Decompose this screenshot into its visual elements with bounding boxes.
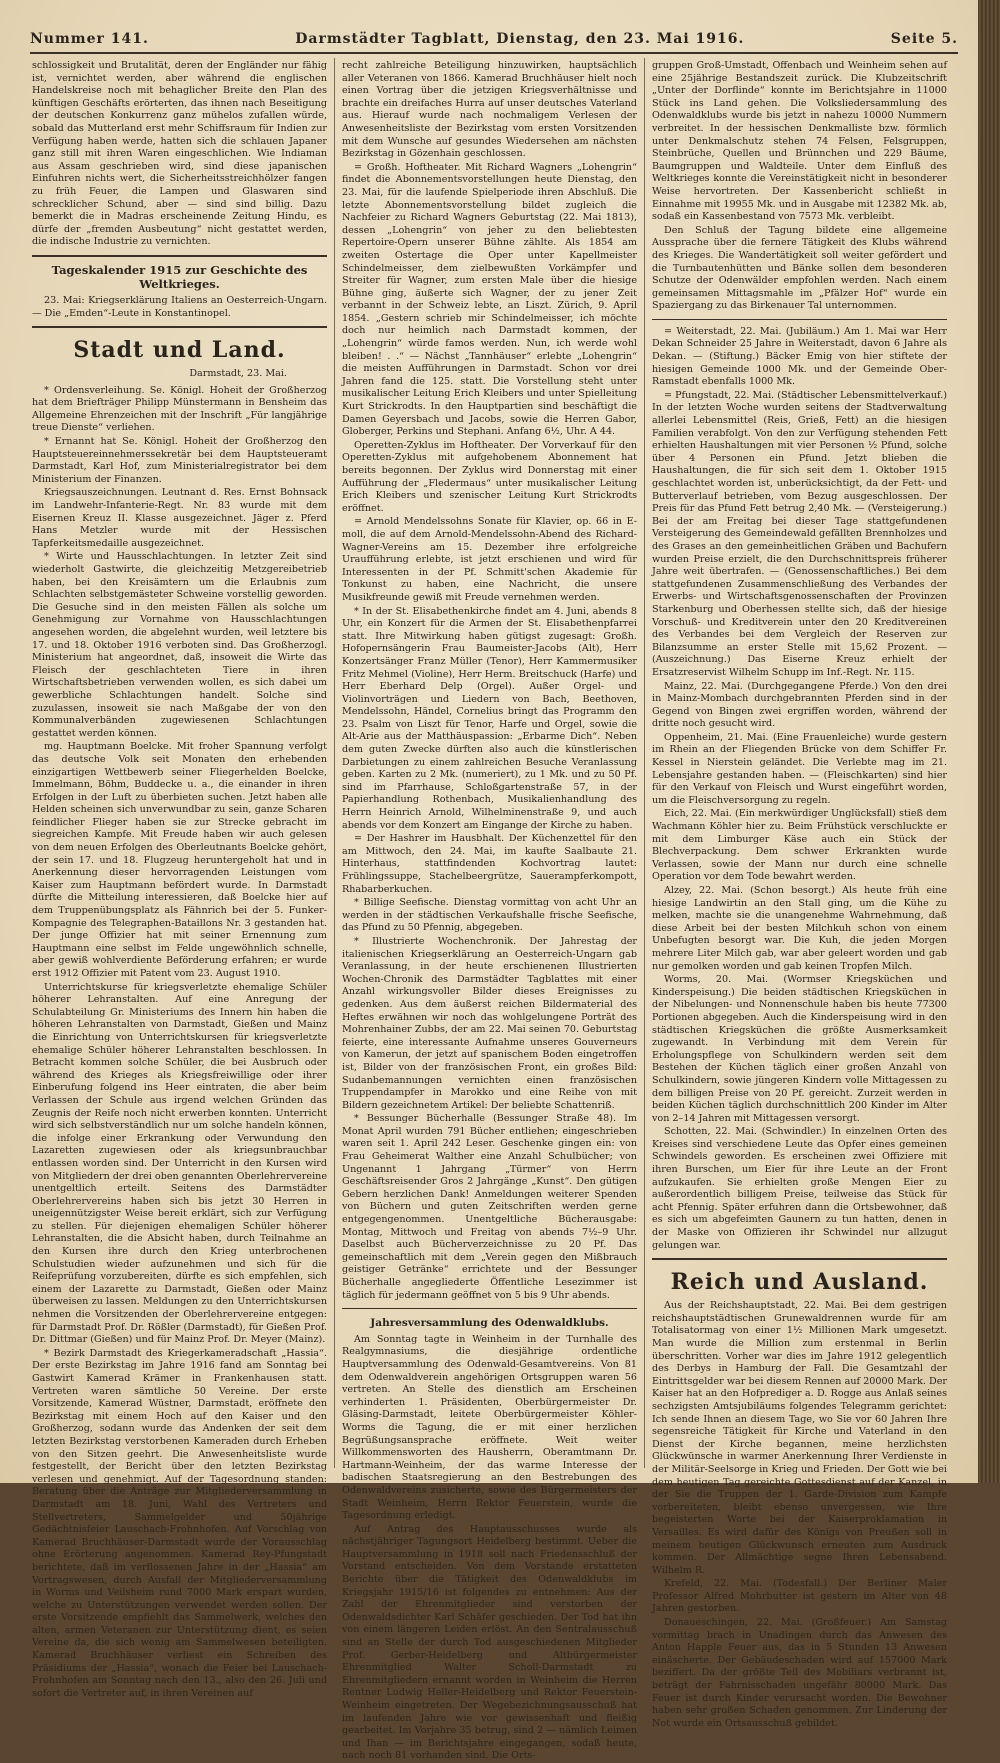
- book-binding-edge: [978, 0, 1000, 1483]
- article-paragraph: schlossigkeit und Brutalität, deren der Engländer nur fähig ist, vernichtet werden, aber während die englischen Handelskreise noch mit behaglicher Breite den Plan des künftigen Geschäfts erörterten, das ihnen nach Beseitigung der deutschen Konkurrenz ganz mühelos zufallen würde, sobald das Mutterland erst mehr Schiffsraum für Indien zur Verfügung haben werde, hatten sich die schlauen Japaner ganz still mit ihren Waren eingeschlichen. Wie Indiaman aus Assam geschrieben wird, sind diese japanischen Einfuhren nichts wert, die Sicherheitsstreichhölzer fangen zu früh Feuer, die Lampen und Glaswaren sind schrecklicher Schund, aber — sind sind billig. Dazu bemerkt die in Madras erscheinende Zeitung Hindu, es dürfe der „fremden Ausbeutung“ nicht gestattet werden, die indische Industrie zu vernichten.: [32, 60, 327, 248]
- column-divider: [334, 58, 335, 1468]
- article-paragraph: Schotten, 22. Mai. (Schwindler.) In einzelnen Orten des Kreises sind verschiedene Leute das Opfer eines gemeinen Schwindels geworden. Es erscheinen zwei Offiziere mit ihren Burschen, um Eier für ihre Leute an der Front aufzukaufen. Sie erhielten große Mengen Eier zu außerordentlich billigem Preise, teilweise das Stück für acht Pfennig. Später erfuhren dann die Ortsbewohner, daß es sich um abgefeimten Gaunern zu tun hatten, denen in der Maske von Offizieren ihr Schwindel nur allzugut gelungen war.: [652, 1126, 947, 1251]
- article-paragraph: Eich, 22. Mai. (Ein merkwürdiger Unglücksfall) stieß dem Wachmann Köhler hier zu. Beim Frühstück verschluckte er mit dem Limburger Käse auch ein Stück der Blechverpackung. Dem schwer Erkrankten wurde Verlassen, sowie der Mann nur durch eine schnelle Operation vor dem Tode bewahrt werden.: [652, 808, 947, 883]
- column-3: [652, 60, 947, 1729]
- page-number: Seite 5.: [890, 31, 958, 47]
- section-rule: [32, 255, 327, 257]
- article-paragraph: = Weiterstadt, 22. Mai. (Jubiläum.) Am 1. Mai war Herr Dekan Schneider 25 Jahre in Weiterstadt, davon 6 Jahre als Dekan. — (Stiftung.) Bäcker Emig von hier stiftete der hiesigen Gemeinde 1000 Mk. und der Gemeinde Ober-Ramstadt ebenfalls 1000 Mk.: [652, 325, 947, 388]
- article-paragraph: = Großh. Hoftheater. Mit Richard Wagners „Lohengrin“ findet die Abonnementsvorstellungen heute Dienstag, den 23. Mai, für die laufende Spielperiode ihren Abschluß. Die letzte Abonnementsvorstellung bildet zugleich die Nachfeier zu Richard Wagners Geburtstag (22. Mai 1813), dessen „Lohengrin“ von jeher zu den beliebtesten Repertoire-Opern unserer Bühne zählte. Als 1854 am zweiten Ostertage die Oper unter Kapellmeister Schindelmeisser, dem zielbewußten Vorkämpfer und Streiter für Wagner, zum ersten Male über die hiesige Bühne ging, äußerte sich Wagner, der zu jener Zeit verbannt in der Schweiz lebte, an Liszt. Zürich, 9. April 1854. „Gestern schrieb mir Schindelmeisser, ich möchte doch nur heimlich nach Darmstadt kommen, der „Lohengrin“ würde famos werden. Nun, ich werde wohl bleiben! . .“ — Nächst „Tannhäuser“ erlebte „Lohengrin“ die meisten Aufführungen in Darmstadt. Schon vor drei Jahren fand die 125. statt. Die Vorstellung steht unter musikalischer Leitung Erich Kleibers und unter Spielleitung Kurt Strickrodts. In den Hauptpartien sind beschäftigt die Damen Geyersbach und Jacobs, sowie die Herren Gabor, Globerger, Perkins und Stephani. Anfang 6½, Uhr. A 44.: [342, 161, 637, 438]
- column-2: [342, 60, 637, 1762]
- article-paragraph: = Arnold Mendelssohns Sonate für Klavier, op. 66 in E-moll, die auf dem Arnold-Mendelssohn-Abend des Richard-Wagner-Vereins am 15. Dezember ihre erfolgreiche Uraufführung erlebte, ist jetzt erschienen und wird für Interessenten in der Pf. Schmitt'schen Akademie für Tonkunst zu haben, eine Nachricht, die unsere Musikfreunde gewiß mit Freude vernehmen werden.: [342, 516, 637, 603]
- article-paragraph: * Bezirk Darmstadt des Kriegerkameradschaft „Hassia“. Der erste Bezirkstag im Jahre 1916 fand am Sonntag bei Gastwirt Kamerad Krämer in Frankenhausen statt. Vertreten waren sämtliche 50 Vereine. Der erste Vorsitzende, Kamerad Wüstner, Darmstadt, eröffnete den Bezirkstag mit einem Hoch auf den Kaiser und den Großherzog, sodann wurde das Andenken der seit dem letzten Bezirkstag verstorbenen Kameraden durch Erheben von den Sitzen geehrt. Die Anwesenheitsliste wurde festgestellt, der Bericht über den letzten Bezirkstag verlesen und genehmigt. Auf der Tagesordnung standen: Beratung über die Anträge zur Mitgliederversammlung in Darmstadt am 18. Juni, Wahl des Vertreters und Stellvertreters, Sammelgelder und 50jährige Gedächtnisfeier Lauschach-Frohnhofen. Auf Vorschlag von Kamerad Bruchhäuser-Darmstadt wurde der Vorausschlag ohne Erörterung angenommen. Kamerad Rey-Pfungstadt berichtete, daß im verflossenen Jahre in der „Hassia“ am Vortragswesen, durch Ausfall der Mitgliederversammlung in Worms und Veilsheim rund 7000 Mark erspart wurden, welche zu Unterstützungen verwendet werden sollen. Der erste Vorsitzende empfiehlt das Sammelwerk, welches den alten, armen Veteranen zur Unterstützung dient, es seien Vereine da, die sich wenig am Sammelwesen beteiligten. Kamerad Bruchhäuser verliest ein Schreiben des Präsidiums der „Hassia“, wonach die Feier bei Lauschach-Frohnhofen am Sonntag nach den 13., also den 26. Juli und sofort die Vertreter auf, in ihren Vereinen auf: [32, 1347, 327, 1699]
- article-paragraph: Auf Antrag des Hauptausschusses wurde als nächstjähriger Tagungsort Heidelberg bestimmt. Ueber die Hauptversammlung in 1918 soll nach Friedensschluß der Vorstand entscheiden. Von dem Vorstande erstatteten Berichte über die Tätigkeit des Odenwaldklubs im Kriegsjahr 1915/16 ist folgendes zu entnehmen: Aus der Zahl der Ehrenmitglieder sind verstorben der Odenwaldsdichter Karl Schäfer geschieden. Der Tod hat ihn von einem längeren Leiden erlöst. An den Sentralausschuß sind an Stelle der durch Tod ausgeschiedenen Mitglieder Prof. Gerber-Heidelberg und Altbürgermeister Ehrenmitglied Walter Scholl-Darmstadt zu Ehrenmitgliedern ernannt worden in Weinheim die Herren Rentner Ludwig Heller-Heidelberg und Rektor Feuerstein-Weinheim eingetreten. Der Wegebezichnungsausschuß hat im laufenden Jahre wie vor gewissenhaft und fleißig gearbeitet. Im Vorjahre 35 betrug, sind 2 — nämlich Leimen und Ihan — im Berichtsjahre eingegangen, sodaß heute, nach noch 81 vorhanden sind. Die Orts-: [342, 1523, 637, 1762]
- column-1: [32, 60, 327, 1699]
- page-header: [30, 27, 958, 51]
- article-title: Jahresversammlung des Odenwaldklubs.: [370, 1317, 609, 1330]
- article-paragraph: Oppenheim, 21. Mai. (Eine Frauenleiche) wurde gestern im Rhein an der Fliegenden Brücke von dem Schiffer Fr. Kessel in Nierstein geländet. Die Verlebte mag im 21. Lebensjahre gestanden haben. — (Fleischkarten) sind hier für den Verkauf von Fleisch und Wurst eingeführt worden, um die Fleischversorgung zu regeln.: [652, 731, 947, 806]
- article-paragraph: * Wirte und Hausschlachtungen. In letzter Zeit sind wiederholt Gastwirte, die gleichzeitig Metzgereibetrieb haben, bei den Kreisämtern um die Erlaubnis zum Schlachten selbstgemästeter Schweine vorstellig geworden. Die Gesuche sind in den meisten Fällen als solche um Genehmigung zur Vornahme von Hausschlachtungen angesehen worden, die abgelehnt wurden, weil letztere bis 17. und 18. Oktober 1916 verboten sind. Das Großherzogl. Ministerium hat angeordnet, daß, insoweit die Wirte das Fleisch der geschlachteten Tiere in ihren Wirtschaftsbetrieben verwenden wollen, es sich dabei um gewerbliche Schlachtungen handelt. Solche sind zuzulassen, insoweit sie nach Maßgabe der von den Kommunalverbänden zugewiesenen Schlachtungen gestattet werden können.: [32, 551, 327, 739]
- article-paragraph: = Pfungstadt, 22. Mai. (Städtischer Lebensmittelverkauf.) In der letzten Woche wurden seitens der Stadtverwaltung allerlei Lebensmittel (Reis, Grieß, Fett) an die hiesigen Familien verabfolgt. Von den zur Verfügung stehenden Fett erhielten Haushaltungen mit vier Personen ½ Pfund, solche über 4 Personen ein Pfund. Jetzt blieben die Haushaltungen, die für sich seit dem 1. Oktober 1915 geschlachtet worden ist, unberücksichtigt, da der Fett- und Butterverlauf betrieben, vom Bezug ausgeschlossen. Der Preis für das Pfund Fett betrug 2,40 Mk. — (Versteigerung.) Bei der am Freitag bei dieser Tage stattgefundenen Versteigerung des Gemeindewald gefällten Brennholzes und des Grases an den gemeinheitlichen Gräben und Bachufern wurden Preise erzielt, die den Durchschnittspreis früherer Jahre weit übertrafen. — (Genossenschaftliches.) Bei dem stattgefundenen Zusammenschließung des Verbandes der Erwerbs- und Wirtschaftsgenossenschaften der Provinzen Starkenburg und Oberhessen stellte sich, daß der hiesige Vorschuß- und Kreditverein unter den 20 Kreditvereinen des Verbandes bei dem Vergleich der Reserven zur Bilanzsumme an erster Stelle mit 15,62 Prozent. — (Auszeichnung.) Das Eiserne Kreuz erhielt der Ersatzreservist Wilhelm Schupp im Inf.-Regt. Nr. 115.: [652, 389, 947, 678]
- article-paragraph: gruppen Groß-Umstadt, Offenbach und Weinheim sehen auf eine 25jährige Bestandszeit zurück. Die Klubzeitschrift „Unter der Dorflinde“ konnte im Berichtsjahre in 11000 Stück ins Land gehen. Die Volksliedersammlung des Odenwaldklubs wurde bis jetzt in nahezu 10000 Nummern verbreitet. In der hessischen Denkmalliste bzw. förmlich unter Denkmalschutz stehen 74 Felsen, Felsgruppen, Steinbrüche, Quellen und Brünnchen und 229 Bäume, Baumgruppen und Waldteile. Unter dem Einfluß des Weltkrieges konnte die Vereinstätigkeit nicht in besonderer Weise hervortreten. Der Kassenbericht schließt in Einnahme mit 19955 Mk. und in Ausgabe mit 12382 Mk. ab, sodaß ein Kassenbestand von 7573 Mk. verbleibt.: [652, 60, 947, 223]
- article-paragraph: * Illustrierte Wochenchronik. Der Jahrestag der italienischen Kriegserklärung an Oesterreich-Ungarn gab Veranlassung, in der heute erschienenen Illustrierten Wochen-Chronik des Darmstädter Tagblattes mit einer Anzahl wirkungsvoller Bilder dieses Ereignisses zu gedenken. Aus dem äußerst reichen Bildermaterial des Heftes erwähnen wir noch das wohlgelungene Porträt des Mohrenhainer Zubbs, der am 22. Mai seinen 70. Geburtstag feierte, eine interessante Aufnahme unseres Gouverneurs von Kamerun, der jetzt auf spanischem Boden eingetroffen ist, Bilder von der französischen Front, ein großes Bild: Sudanbemannungen vernichten einen französischen Truppendampfer in Marokko und eine Reihe von mit Bildern gezeichnetem Artikel: Der beliebte Schattenriß.: [342, 935, 637, 1111]
- article-paragraph: Am Sonntag tagte in Weinheim in der Turnhalle des Realgymnasiums, die diesjährige ordentliche Hauptversammlung des Odenwald-Gesamtvereins. Von 81 dem Odenwaldverein angehörigen Ortsgruppen waren 56 vertreten. An Stelle des dienstlich am Erscheinen verhinderten 1. Präsidenten, Oberbürgermeister Dr. Gläsing-Darmstadt, leitete Oberbürgermeister Köhler-Worms die Tagung, die er mit einer herzlichen Begrüßungsansprache eröffnete. Weit weiter Willkommensworten des Hausherrn, Oberamtmann Dr. Hartmann-Weinheim, der das warme Interesse der badischen Staatsregierung an den Bestrebungen des Odenwaldvereins zusicherte, sowie des Bürgermeisters der Stadt Weinheim, Herrn Rektor Feuerstein, wurde die Tagesordnung erledigt.: [342, 1333, 637, 1522]
- article-paragraph: Unterrichtskurse für kriegsverletzte ehemalige Schüler höherer Lehranstalten. Auf eine Anregung der Schulabteilung Gr. Ministeriums des Innern hin haben die höheren Lehranstalten von Darmstadt, Gießen und Mainz die Einrichtung von Unterrichtskursen für kriegsverletzte ehemalige Schüler höherer Lehranstalten beschlossen. In Betracht kommen solche Schüler, die bei Ausbruch oder während des Krieges als Kriegsfreiwillige oder ihrer Einberufung folgend ins Heer eintraten, die aber beim Verlassen der Schule aus irgend welchen Gründen das Zeugnis der Reife noch nicht erwerben konnten. Unterricht wird sich selbstverständlich nur um solche handeln können, die infolge einer Erkrankung oder Verwundung den Lazaretten zugewiesen oder als kriegsunbrauchbar entlassen worden sind. Der Unterricht in den Kursen wird von Mitgliedern der drei oben genannten Oberlehrervereine unentgeltlich erteilt. Seitens des Darmstädter Oberlehrervereins haben sich bis jetzt 30 Herren in uneigennützigster Weise bereit erklärt, sich zur Verfügung zu stellen. Für diejenigen ehemaligen Schüler höherer Lehranstalten, die die Absicht haben, durch Teilnahme an den Kursen ihre durch den Krieg unterbrochenen Schulstudien wieder aufzunehmen und sich für die Reifeprüfung vorzubereiten, dürfte es sich empfehlen, sich einem der Lazarette zu Darmstadt, Gießen oder Mainz überweisen zu lassen. Meldungen zu den Unterrichtskursen nehmen die Vorsitzenden der Oberlehrervereine entgegen: für Darmstadt Prof. Dr. Rößler (Darmstadt), für Gießen Prof. Dr. Dittmar (Gießen) und für Mainz Prof. Dr. Meyer (Mainz).: [32, 981, 327, 1346]
- section-rule: [652, 1258, 947, 1260]
- article-paragraph: * Ordensverleihung. Se. Königl. Hoheit der Großherzog hat dem Briefträger Philipp Münstermann in Bensheim das Allgemeine Ehrenzeichen mit der Inschrift „Für langjährige treue Dienste“ verliehen.: [32, 384, 327, 434]
- dateline: Darmstadt, 23. Mai.: [189, 368, 287, 380]
- article-paragraph: Donaueschingen, 22. Mai. (Großfeuer.) Am Samstag vormittag brach in Unadingen durch das Anwesen des Anton Happle Feuer aus, das in 5 Stunden 13 Anwesen einäscherte. Der Gebäudeschaden wird auf 157000 Mark beziffert. Da der größte Teil des Mobiliars verbrannt ist, beträgt der Fahrnisschaden ungefähr 80000 Mark. Das Feuer ist durch Kinder verursacht worden. Die Bewohner haben sehr großen Schaden genommen. Zur Linderung der Not wurde ein Ortsausschuß gebildet.: [652, 1617, 947, 1729]
- article-paragraph: Den Schluß der Tagung bildete eine allgemeine Aussprache über die fernere Tätigkeit des Klubs während des Krieges. Die Wandertätigkeit soll weiter gefördert und die Turnbautenhütten und Bänke sollen dem besonderen Schutze der Odenwälder empfohlen werden. Nach einem gemeinsamen Mittagsmahle im „Pfälzer Hof“ wurde ein Spaziergang zu das Birkenauer Tal unternommen.: [652, 224, 947, 312]
- article-paragraph: = Der Hashrer im Hausbhalt. Der Küchenzettel für den am Mittwoch, den 24. Mai, im kaufte Saalbaute 21. Hinterhaus, stattfindenden Kochvortrag lautet: Frühlingssuppe, Stachelbeergrütze, Sauerampferkompott, Rhabarberkuchen.: [342, 833, 637, 895]
- article-paragraph: Operetten-Zyklus im Hoftheater. Der Vorverkauf für den Operetten-Zyklus mit aufgehobenem Abonnement hat bereits begonnen. Der Zyklus wird Donnerstag mit einer Aufführung der „Fledermaus“ unter musikalischer Leitung Erich Kleibers und szenischer Leitung Kurt Strickrodts eröffnet.: [342, 439, 637, 514]
- article-paragraph: Aus der Reichshauptstadt, 22. Mai. Bei dem gestrigen reichshauptstädtischen Grunewaldrennen wurde für am Totalisatormag von einer 1½ Millionen Mark umgesetzt. Man wurde die Million zum erstenmal in Berlin überschritten. Vorher war dies im Jahre 1912 gelegentlich des Derbys in Hamburg der Fall. Die Gesamtzahl der Eintrittsgelder war bei diesem Rennen auf 20000 Mark. Der Kaiser hat an den Hofprediger a. D. Rogge aus Anlaß seines sechzigsten Amtsjubiläums folgendes Telegramm gerichtet: Ich sende Ihnen an diesem Tage, wo Sie vor 60 Jahren Ihre segensreiche Tätigkeit für Kirche und Vaterland in den Dienst der Kirche begannen, meine herzlichsten Glückwünsche in warmer Anerkennung Ihrer Verdienste in der Militär-Seelsorge in Krieg und Frieden. Der Gott wie bei dem heutigen Tag gereichte Gottesdienst auf der Kanzel, in der Sie die Truppen der 1. Garde-Division zum Kampfe vorbereiteten, bleibt ebenso unvergessen, wie Ihre begeisterten Worte bei der Kaiserproklamation in Versailles. Es wird dafür des Königs von Preußen soll in meinem heutigen Glückwunsch erneuten zum Ausdruck kommen. Der Allmächtige segne Ihren Lebensabend. Wilhelm R.: [652, 1300, 947, 1576]
- calendar-entry: 23. Mai: Kriegserklärung Italiens an Oesterreich-Ungarn. — Die „Emden“-Leute in Konstantinopel.: [32, 294, 327, 319]
- article-paragraph: * In der St. Elisabethenkirche findet am 4. Juni, abends 8 Uhr, ein Konzert für die Armen der St. Elisabethenpfarrei statt. Ihre Mitwirkung haben gütigst zugesagt: Großh. Hofopernsängerin Frau Baumeister-Jacobs (Alt), Herr Konzertsänger Franz Müller (Tenor), Herr Kammermusiker Fritz Mehmel (Violine), Herr Herm. Breitschuck (Harfe) und Herr Eberhard Delp (Orgel). Außer Orgel- und Violinvorträgen und Liedern von Bach, Beethoven, Mendelssohn, Händel, Cornelius bringt das Programm den 23. Psalm von Liszt für Tenor, Harfe und Orgel, sowie die Alt-Arie aus der Matthäuspassion: „Erbarme Dich“. Neben dem guten Zwecke dürften also auch die künstlerischen Darbietungen zu einem zahlreichen Besuche Veranlassung geben. Karten zu 2 Mk. (numeriert), zu 1 Mk. und zu 50 Pf. sind im Pfarrhause, Schloßgartenstraße 57, in der Papierhandlung Rothenbach, Musikalienhandlung des Herrn Heinrich Arnold, Wilhelminenstraße 9, und auch abends vor dem Konzert am Eingange der Kirche zu haben.: [342, 605, 637, 831]
- article-paragraph: Kriegsauszeichnungen. Leutnant d. Res. Ernst Bohnsack im Landwehr-Infanterie-Regt. Nr. 83 wurde mit dem Eisernen Kreuz II. Klasse ausgezeichnet. Jäger z. Pferd Hans Metzler wurde mit der Hessischen Tapferkeitsmedaille ausgezeichnet.: [32, 487, 327, 549]
- section-rule: [652, 319, 947, 320]
- calendar-title: Tageskalender 1915 zur Geschichte des Weltkrieges.: [51, 262, 308, 291]
- article-paragraph: Alzey, 22. Mai. (Schon besorgt.) Als heute früh eine hiesige Landwirtin an den Stall ging, um die Kühe zu melken, machte sie die unangenehme Wahrnehmung, daß diese Arbeit bei der besten Milchkuh schon von einem Unbefugten besorgt war. Die Kuh, die jeden Morgen mehrere Liter Milch gab, war aber geleert worden und gab nur gemolken worden und gab keinen Tropfen Milch.: [652, 885, 947, 972]
- article-paragraph: * Ernannt hat Se. Königl. Hoheit der Großherzog den Hauptsteuereinnehmerssekretär bei dem Hauptsteueramt Darmstadt, Karl Hof, zum Ministerialregistrator bei dem Ministerium der Finanzen.: [32, 436, 327, 485]
- column-divider: [644, 58, 645, 1468]
- section-title: Reich und Ausland.: [670, 1269, 929, 1296]
- article-paragraph: Worms, 20. Mai. (Wormser Kriegsküchen und Kinderspeisung.) Die beiden städtischen Kriegsküchen in der Nibelungen- und Nonnenschule haben bis heute 77300 Portionen abgegeben. Auch die Kinderspeisung wird in den städtischen Kriegsküchen die größte Ausmerksamkeit zugewandt. In Verbindung mit dem Verein für Erholungspflege von Schulkindern werden seit dem Bestehen der Küchen täglich einer großen Anzahl von Schulkindern, sowie jüngeren Kindern volle Mittagessen zu dem billigen Preise von 20 Pf. gereicht. Zurzeit werden in beiden Küchen täglich durchschnittlich 200 Kinder im Alter von 2–14 Jahren mit Mittagessen versorgt.: [652, 974, 947, 1124]
- article-paragraph: Krefeld, 22. Mai. (Todesfall.) Der Berliner Maler Professor Alfred Mohrbutter ist gestern im Alter von 48 Jahren gestorben.: [652, 1578, 947, 1615]
- article-paragraph: Mainz, 22. Mai. (Durchgegangene Pferde.) Von den drei in Mainz-Mombach durchgebrannten Pferden sind in der Gegend von Bingen zwei ergriffen worden, während der dritte noch gesucht wird.: [652, 680, 947, 730]
- section-title: Stadt und Land.: [73, 337, 286, 364]
- header-rule: [30, 52, 958, 54]
- issue-number: Nummer 141.: [30, 31, 149, 47]
- article-paragraph: recht zahlreiche Beteiligung hinzuwirken, hauptsächlich aller Veteranen von 1866. Kamerad Bruchhäuser hielt noch einen Vortrag über die jetzigen Kriegsverhältnisse und brachte ein dreifaches Hurra auf unser deutsches Vaterland aus. Hierauf wurde nach nochmaligem Verlesen der Anwesenheitsliste der Bezirkstag vom ersten Vorsitzenden mit dem Wunsche auf gesundes Wiedersehen am nächsten Bezirkstag in Gözenhain geschlossen.: [342, 60, 637, 160]
- article-paragraph: * Billige Seefische. Dienstag vormittag von acht Uhr an werden in der städtischen Verkaufshalle frische Seefische, das Pfund zu 50 Pfennig, abgegeben.: [342, 897, 637, 934]
- section-rule: [342, 1308, 637, 1309]
- article-paragraph: * Bessunger Bücherhalle (Bessunger Straße 48). Im Monat April wurden 791 Bücher entliehen; eingeschrieben waren seit 1. April 242 Leser. Geschenke gingen ein: von Frau Geheimerat Walther eine Anzahl Schulbücher; von Ungenannt 1 Jahrgang „Türmer“ von Herrn Geschäftsreisender Gros 2 Jahrgänge „Kunst“. Den gütigen Gebern herzlichen Dank! Anmeldungen weiterer Spenden von Büchern und guten Zeitschriften werden gerne entgegengenommen. Unentgeltliche Bücherausgabe: Montag, Mittwoch und Freitag von abends 7½–9 Uhr. Daselbst auch Bücherverzeichnisse zu 20 Pf. Das gemeinschaftlich mit dem „Verein gegen den Mißbrauch geistiger Getränke“ errichtete und der Bessunger Bücherhalle angegliederte Öffentliche Lesezimmer ist täglich für jedermann geöffnet von 5 bis 9 Uhr abends.: [342, 1113, 637, 1301]
- masthead-title: Darmstädter Tagblatt, Dienstag, den 23. Mai 1916.: [295, 31, 745, 47]
- article-paragraph: mg. Hauptmann Boelcke. Mit froher Spannung verfolgt das deutsche Volk seit Monaten den erhebenden einzigartigen Wettbewerb seiner Fliegerhelden Boelcke, Immelmann, Böhm, Buddecke u. a., die einander in ihren Erfolgen in der Luft zu überbieten suchen. Jetzt haben alle Helden scheinen sich unverwundbar zu sein, ganze Scharen feindlicher Flieger haben sie zur Strecke gebracht im siegreichen Kampfe. Mit Freude haben wir auch gelesen von dem neuen Erfolgen des Oberleutnants Boelcke gehört, der sein 17. und 18. Flugzeug heruntergeholt hat und in Anerkennung dieser hervorragenden Leistungen vom Kaiser zum Hauptmann befördert wurde. In Darmstadt dürfte die Mitteilung interessieren, daß Boelcke hier auf dem Truppenübungsplatz als Fähnrich bei der 5. Funker-Kompagnie des Telegraphen-Bataillons Nr. 3 gestanden hat. Der junge Offizier hat mit seiner Ernennung zum Hauptmann eine selbst im Felde ungewöhnlich schnelle, aber gewiß wohlverdiente Beförderung erfahren; er wurde erst 1912 Offizier mit Patent vom 23. August 1910.: [32, 741, 327, 979]
- section-rule: [32, 326, 327, 328]
